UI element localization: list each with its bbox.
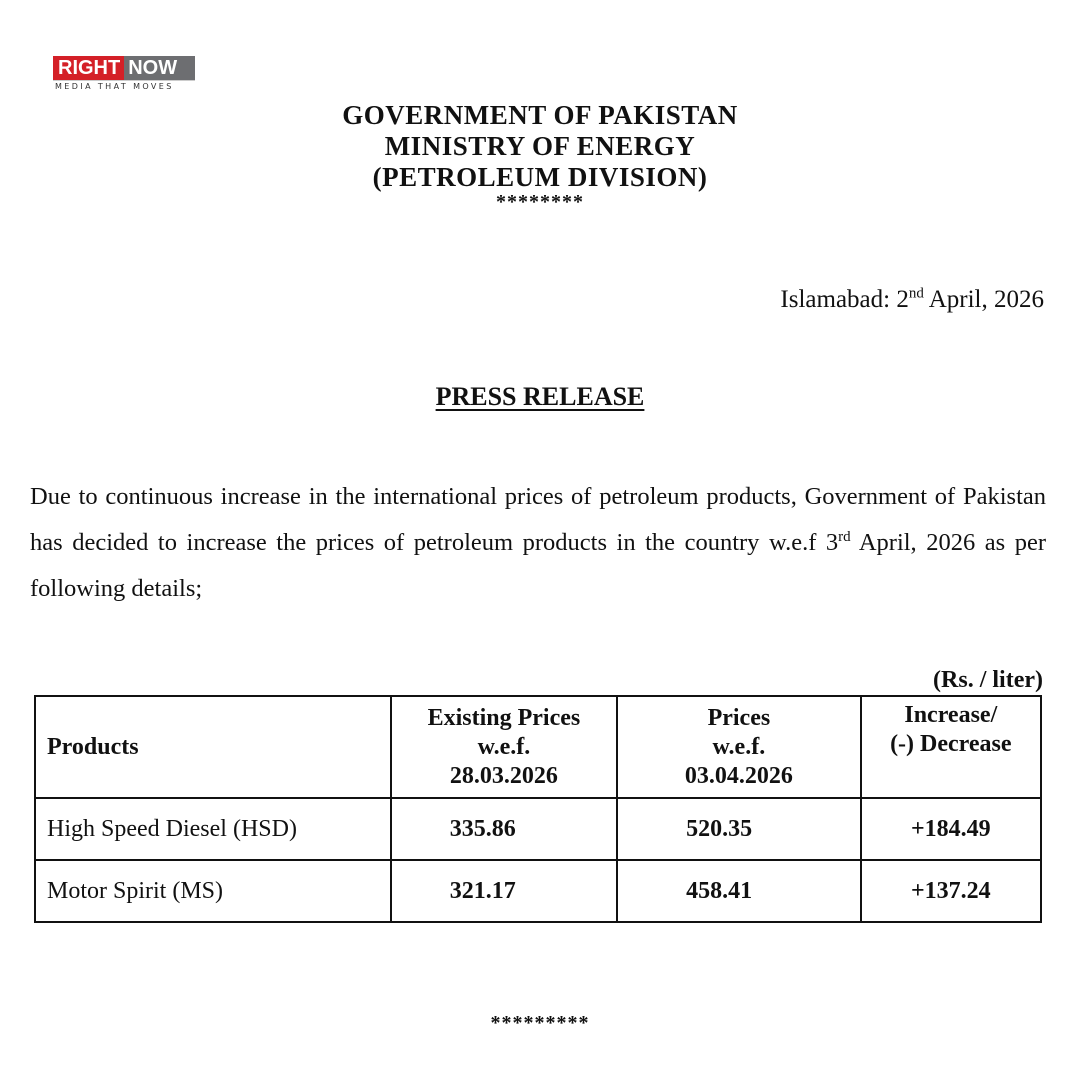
logo-wordmark xyxy=(53,56,195,80)
brand-logo xyxy=(53,56,195,92)
row-new-price: 520.35 xyxy=(617,798,860,860)
date-suffix: April, 2026 xyxy=(923,286,1044,313)
date-prefix: Islamabad: 2 xyxy=(780,286,909,313)
header-products: Products xyxy=(35,696,391,798)
header-government: GOVERNMENT OF PAKISTAN xyxy=(342,100,738,130)
row-product: High Speed Diesel (HSD) xyxy=(35,798,391,860)
row-new-price: 458.41 xyxy=(617,860,860,922)
press-release-title xyxy=(0,381,1080,413)
table-header-row xyxy=(35,696,1041,798)
footer-stars: ********* xyxy=(490,1012,590,1034)
logo-now: NOW xyxy=(124,56,195,80)
release-body xyxy=(30,474,1046,612)
header-existing xyxy=(391,696,617,798)
logo-right: RIGHT xyxy=(53,56,124,80)
date-sup: nd xyxy=(908,285,924,302)
row-existing-price: 335.86 xyxy=(391,798,617,860)
header-prices xyxy=(617,696,860,798)
logo-tagline: MEDIA THAT MOVES xyxy=(53,80,195,92)
body-sup: rd xyxy=(838,528,851,545)
header-existing-line2: w.e.f. xyxy=(477,733,531,760)
header-existing-line1: Existing Prices xyxy=(427,704,581,731)
row-product: Motor Spirit (MS) xyxy=(35,860,391,922)
header-existing-line3: 28.03.2026 xyxy=(449,762,558,789)
header-ministry: MINISTRY OF ENERGY xyxy=(384,131,696,161)
table-row xyxy=(35,860,1041,922)
header-prices-line3: 03.04.2026 xyxy=(684,762,793,789)
header-stars: ******** xyxy=(496,191,584,213)
row-existing-price: 321.17 xyxy=(391,860,617,922)
title-text: PRESS RELEASE xyxy=(435,382,645,411)
header-division: (PETROLEUM DIVISION) xyxy=(372,162,708,192)
header-prices-line1: Prices xyxy=(707,704,771,731)
release-date xyxy=(780,284,1044,316)
body-part2: April, 2026 as per following details; xyxy=(30,529,1046,602)
row-change: +137.24 xyxy=(861,860,1041,922)
unit-label: (Rs. / liter) xyxy=(933,667,1043,693)
body-part1: Due to continuous increase in the international prices of petroleum products, Government of Pakistan has decided to increase the prices of petroleum products in the country w.e.f 3 xyxy=(30,483,1046,556)
header-change xyxy=(861,696,1041,798)
price-table xyxy=(34,695,1042,923)
header-change-line1: Increase/ xyxy=(904,702,998,728)
header-change-line2: (-) Decrease xyxy=(890,731,1012,757)
letterhead xyxy=(0,100,1080,211)
row-change: +184.49 xyxy=(861,798,1041,860)
header-prices-line2: w.e.f. xyxy=(712,733,766,760)
table-row xyxy=(35,798,1041,860)
